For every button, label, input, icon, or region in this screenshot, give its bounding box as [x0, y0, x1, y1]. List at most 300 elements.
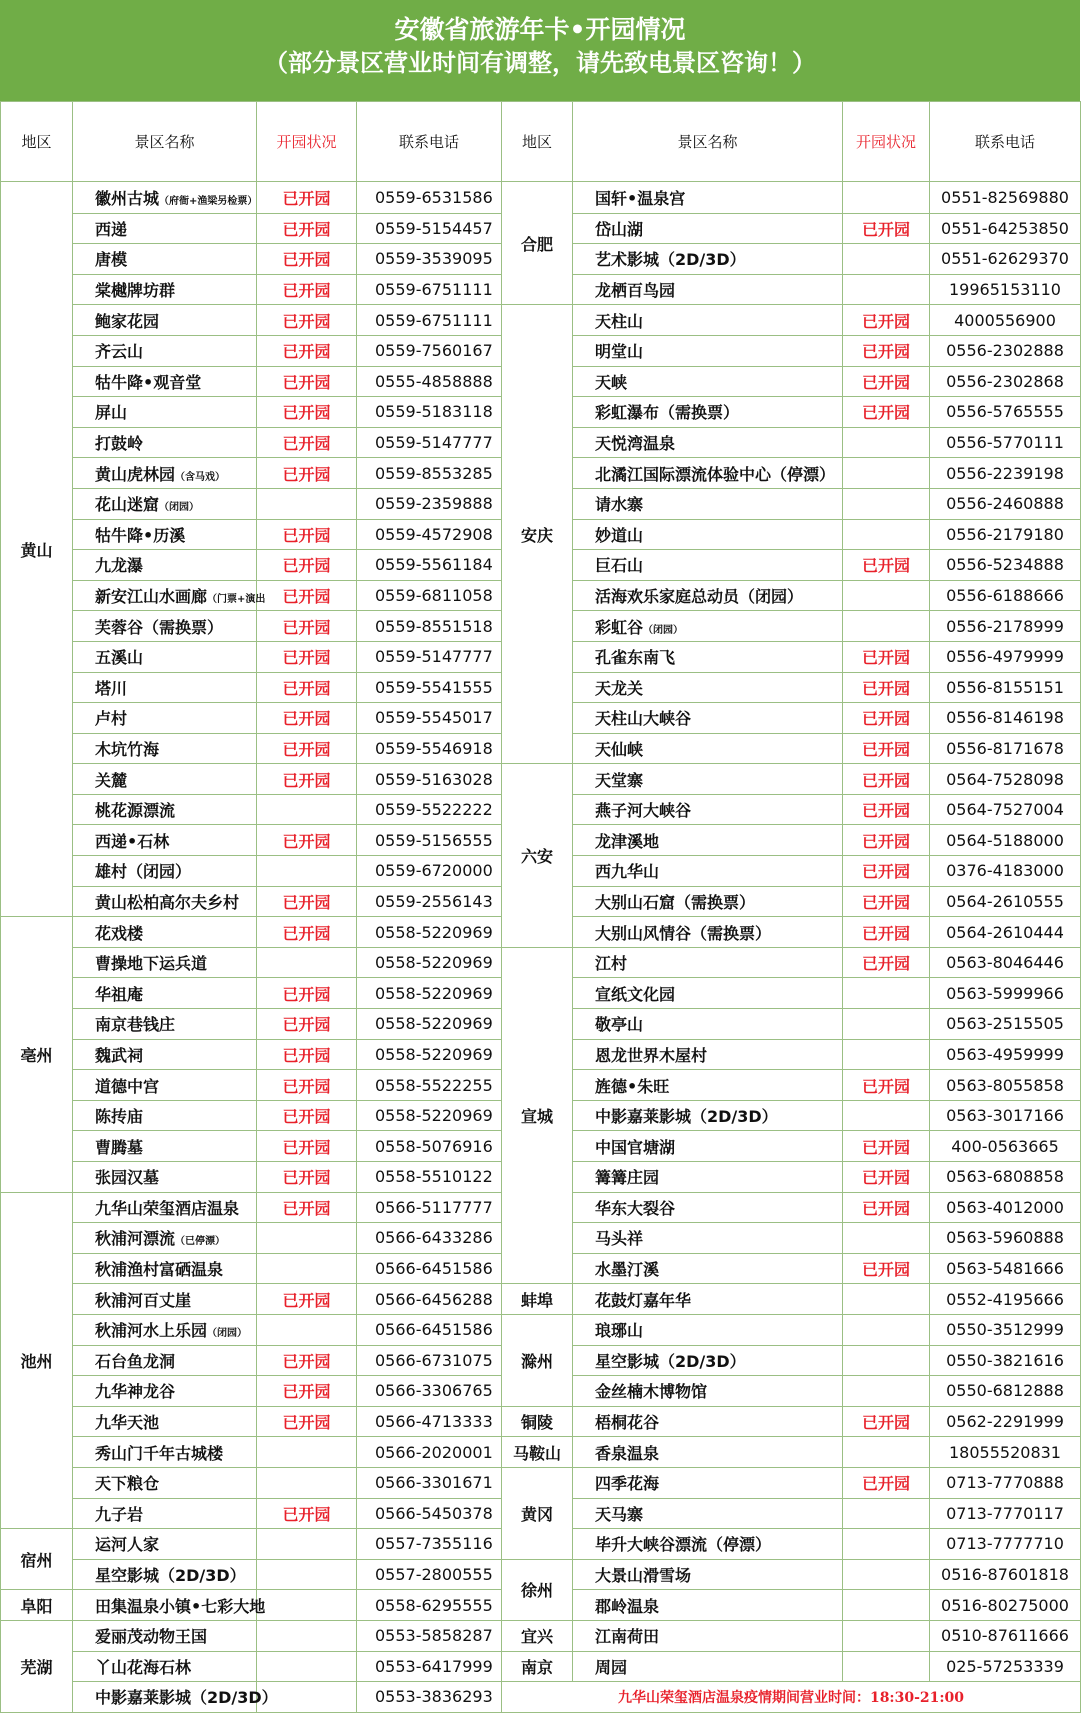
- open-status-cell: 已开园: [257, 672, 357, 703]
- spot-name: 花鼓灯嘉年华: [595, 1290, 692, 1310]
- spot-name: 牯牛降•观音堂: [95, 372, 202, 392]
- spot-name-cell: [73, 1498, 257, 1529]
- spot-name-cell: [573, 1314, 843, 1345]
- open-status-cell: [257, 1314, 357, 1345]
- open-status-cell: [257, 794, 357, 825]
- open-status-cell: 已开园: [257, 550, 357, 581]
- spot-name: 旌德•朱旺: [595, 1076, 670, 1096]
- spot-note: （闭园）: [207, 1328, 248, 1340]
- spot-name-cell: [573, 1253, 843, 1284]
- spot-name: 天柱山: [595, 311, 644, 331]
- spot-name-cell: [73, 1100, 257, 1131]
- open-status-cell: 已开园: [257, 611, 357, 642]
- table-row: [1, 1651, 1081, 1682]
- spot-name-cell: [573, 1559, 843, 1590]
- table-header-row: [1, 102, 1081, 182]
- phone-cell: 0562-2291999: [930, 1406, 1081, 1437]
- phone-cell: 0556-6188666: [930, 580, 1081, 611]
- phone-cell: 0559-5545017: [357, 703, 502, 734]
- spot-name-cell: [73, 1651, 257, 1682]
- spot-name: 新安江山水画廊: [95, 587, 208, 607]
- open-status-cell: [257, 488, 357, 519]
- open-status-cell: [257, 856, 357, 887]
- spot-name-cell: [73, 1559, 257, 1590]
- phone-cell: 0564-7527004: [930, 794, 1081, 825]
- spot-name-cell: [73, 1376, 257, 1407]
- phone-cell: 0563-4959999: [930, 1039, 1081, 1070]
- spot-name-cell: [73, 1467, 257, 1498]
- phone-cell: 0566-6456288: [357, 1284, 502, 1315]
- spot-name-cell: [73, 519, 257, 550]
- open-status-cell: 已开园: [843, 1162, 930, 1193]
- spot-name: 石台鱼龙洞: [95, 1351, 176, 1371]
- phone-cell: 0558-5220969: [357, 1100, 502, 1131]
- spot-name-cell: [573, 1376, 843, 1407]
- region-cell: 安庆: [502, 305, 573, 764]
- spot-name: 天悦湾温泉: [595, 434, 676, 454]
- spot-name: 秋浦渔村富硒温泉: [95, 1260, 224, 1280]
- spot-name: 运河人家: [95, 1535, 160, 1555]
- table-row: [1, 1559, 1081, 1590]
- open-status-cell: [843, 244, 930, 275]
- phone-cell: 0559-5183118: [357, 397, 502, 428]
- phone-cell: 0556-8146198: [930, 703, 1081, 734]
- phone-cell: 0553-6417999: [357, 1651, 502, 1682]
- spot-name: 天峡: [595, 372, 628, 392]
- page-header: [0, 0, 1080, 101]
- phone-cell: 0559-7560167: [357, 335, 502, 366]
- phone-cell: 0550-3821616: [930, 1345, 1081, 1376]
- open-status-cell: [843, 1039, 930, 1070]
- open-status-cell: [843, 427, 930, 458]
- open-status-cell: [843, 1009, 930, 1040]
- spot-name-cell: [73, 1162, 257, 1193]
- phone-cell: 0551-82569880: [930, 182, 1081, 214]
- phone-cell: 0556-5770111: [930, 427, 1081, 458]
- open-status-cell: [843, 1376, 930, 1407]
- spot-name: 中影嘉莱影城（2D/3D）: [95, 1688, 278, 1708]
- spot-name-cell: [73, 1314, 257, 1345]
- spot-note: （门票+演出: [207, 594, 266, 606]
- spot-name: 四季花海: [595, 1474, 660, 1494]
- phone-cell: 0559-6531586: [357, 182, 502, 214]
- phone-cell: 19965153110: [930, 274, 1081, 305]
- spot-name: 金丝楠木博物馆: [595, 1382, 708, 1402]
- region-cell: 六安: [502, 764, 573, 948]
- phone-cell: 0556-2239198: [930, 458, 1081, 489]
- phone-cell: 0559-2556143: [357, 886, 502, 917]
- spot-name: 九华山荣玺酒店温泉: [95, 1198, 240, 1218]
- phone-cell: 0559-5546918: [357, 733, 502, 764]
- spot-name: 魏武祠: [95, 1045, 144, 1065]
- spot-name-cell: [573, 1620, 843, 1651]
- spot-name-cell: [573, 397, 843, 428]
- spot-name-cell: [573, 488, 843, 519]
- phone-cell: 0516-87601818: [930, 1559, 1081, 1590]
- spot-name-cell: [573, 978, 843, 1009]
- spot-name-cell: [573, 182, 843, 214]
- spot-name-cell: [573, 611, 843, 642]
- page-title: 安徽省旅游年卡•开园情况: [394, 15, 686, 44]
- spot-name: 琅琊山: [595, 1321, 644, 1341]
- spot-name-cell: [73, 1590, 266, 1621]
- spot-name: 马头祥: [595, 1229, 644, 1249]
- open-status-cell: 已开园: [257, 1376, 357, 1407]
- open-status-cell: 已开园: [843, 1467, 930, 1498]
- spot-name-cell: [573, 733, 843, 764]
- phone-cell: 0566-3301671: [357, 1467, 502, 1498]
- open-status-cell: 已开园: [843, 1131, 930, 1162]
- phone-cell: 0558-5076916: [357, 1131, 502, 1162]
- spot-name: 九子岩: [95, 1504, 144, 1524]
- open-status-cell: [843, 1590, 930, 1621]
- phone-cell: 0564-5188000: [930, 825, 1081, 856]
- open-status-cell: 已开园: [257, 764, 357, 795]
- spot-name: 孔雀东南飞: [595, 648, 676, 668]
- region-cell: 黄山: [1, 182, 73, 917]
- phone-cell: 0559-8553285: [357, 458, 502, 489]
- spot-name-cell: [73, 305, 257, 336]
- phone-cell: 0556-2179180: [930, 519, 1081, 550]
- spot-name: 江村: [595, 954, 628, 974]
- open-status-cell: 已开园: [843, 1406, 930, 1437]
- spot-name: 梧桐花谷: [595, 1413, 660, 1433]
- spot-name-cell: [573, 1590, 843, 1621]
- spot-name-cell: [73, 947, 257, 978]
- spot-name-cell: [73, 1039, 257, 1070]
- phone-cell: 0713-7770888: [930, 1467, 1081, 1498]
- spot-name: 鲍家花园: [95, 311, 160, 331]
- open-status-cell: [257, 1253, 357, 1284]
- open-status-cell: 已开园: [257, 335, 357, 366]
- spot-name: 江南荷田: [595, 1627, 660, 1647]
- spot-name: 爱丽茂动物王国: [95, 1627, 208, 1647]
- open-status-cell: [843, 488, 930, 519]
- region-cell: 宜兴: [502, 1620, 573, 1651]
- open-status-cell: [257, 1590, 357, 1621]
- spot-note: （闭园）: [643, 624, 684, 636]
- spot-name: 牯牛降•历溪: [95, 525, 186, 545]
- spot-name: 天马寨: [595, 1504, 644, 1524]
- phone-cell: 0556-2178999: [930, 611, 1081, 642]
- open-status-cell: [257, 1437, 357, 1468]
- open-status-cell: [843, 519, 930, 550]
- footer-note: 九华山荣玺酒店温泉疫情期间营业时间：18:30-21:00: [502, 1682, 1081, 1713]
- spot-name: 丫山花海石林: [95, 1657, 192, 1677]
- spot-name-cell: [73, 1529, 257, 1560]
- spot-name-cell: [573, 1100, 843, 1131]
- phone-cell: 0713-7777710: [930, 1529, 1081, 1560]
- spot-name-cell: [73, 1223, 257, 1254]
- spot-name-cell: [73, 550, 257, 581]
- phone-cell: 0563-5960888: [930, 1223, 1081, 1254]
- spot-name: 国轩•温泉宫: [595, 188, 686, 208]
- phone-cell: 0556-5234888: [930, 550, 1081, 581]
- spot-name: 西递•石林: [95, 831, 170, 851]
- open-status-cell: 已开园: [257, 1284, 357, 1315]
- header-spot-name: 景区名称: [73, 102, 257, 182]
- open-status-cell: [843, 1620, 930, 1651]
- region-cell: 黄冈: [502, 1467, 573, 1559]
- open-status-cell: 已开园: [257, 978, 357, 1009]
- open-status-cell: 已开园: [843, 397, 930, 428]
- spot-name: 秋浦河水上乐园: [95, 1321, 208, 1341]
- phone-cell: 0559-5522222: [357, 794, 502, 825]
- spot-name-cell: [573, 427, 843, 458]
- phone-cell: 0550-3512999: [930, 1314, 1081, 1345]
- open-status-cell: 已开园: [843, 825, 930, 856]
- open-status-cell: 已开园: [257, 1009, 357, 1040]
- spot-name-cell: [73, 1131, 257, 1162]
- spot-name: 大景山滑雪场: [595, 1566, 692, 1586]
- spot-name-cell: [73, 182, 257, 214]
- spot-name-cell: [73, 1345, 257, 1376]
- open-status-cell: 已开园: [257, 397, 357, 428]
- open-status-cell: 已开园: [843, 305, 930, 336]
- spot-name-cell: [73, 366, 257, 397]
- spot-name-cell: [573, 519, 843, 550]
- spot-name: 张园汉墓: [95, 1168, 160, 1188]
- open-status-cell: 已开园: [257, 1100, 357, 1131]
- spot-name: 燕子河大峡谷: [595, 801, 692, 821]
- spot-name: 敬亭山: [595, 1015, 644, 1035]
- spot-name-cell: [73, 458, 257, 489]
- phone-cell: 0563-5999966: [930, 978, 1081, 1009]
- spot-name: 活海欢乐家庭总动员（闭园）: [595, 587, 804, 607]
- spot-name-cell: [73, 733, 257, 764]
- open-status-cell: [843, 611, 930, 642]
- spot-name-cell: [73, 488, 257, 519]
- spot-name: 秋浦河百丈崖: [95, 1290, 192, 1310]
- spot-name: 打鼓岭: [95, 434, 144, 454]
- open-status-cell: [843, 580, 930, 611]
- open-status-cell: 已开园: [843, 672, 930, 703]
- spot-name-cell: [573, 1070, 843, 1101]
- phone-cell: 0566-6433286: [357, 1223, 502, 1254]
- open-status-cell: 已开园: [257, 1039, 357, 1070]
- spot-note: （含马戏）: [175, 471, 226, 483]
- spot-name: 齐云山: [95, 342, 144, 362]
- spot-name-cell: [573, 1131, 843, 1162]
- open-status-cell: [843, 1314, 930, 1345]
- open-status-cell: 已开园: [257, 917, 357, 948]
- phone-cell: 0510-87611666: [930, 1620, 1081, 1651]
- open-status-cell: 已开园: [257, 703, 357, 734]
- spot-name: 彩虹瀑布（需换票）: [595, 403, 740, 423]
- open-status-cell: 已开园: [257, 1406, 357, 1437]
- phone-cell: 0558-5220969: [357, 917, 502, 948]
- table-row: [1, 764, 1081, 795]
- spot-name: 木坑竹海: [95, 739, 160, 759]
- open-status-cell: 已开园: [257, 641, 357, 672]
- table-row: [1, 1284, 1081, 1315]
- spot-name-cell: [573, 550, 843, 581]
- spot-name: 西九华山: [595, 862, 660, 882]
- region-cell: 池州: [1, 1192, 73, 1529]
- spot-name: 道德中宫: [95, 1076, 160, 1096]
- spot-name-cell: [573, 1467, 843, 1498]
- phone-cell: 0563-4012000: [930, 1192, 1081, 1223]
- spot-name: 中影嘉莱影城（2D/3D）: [595, 1107, 778, 1127]
- phone-cell: 0556-4979999: [930, 641, 1081, 672]
- table-row: [1, 305, 1081, 336]
- spot-name: 大别山石窟（需换票）: [595, 892, 756, 912]
- spot-name-cell: [573, 1284, 843, 1315]
- spot-name-cell: [73, 1070, 257, 1101]
- spot-name-cell: [573, 458, 843, 489]
- spot-name-cell: [573, 1192, 843, 1223]
- spot-name: 徽州古城: [95, 188, 160, 208]
- spot-name-cell: [73, 1009, 257, 1040]
- spot-name: 九龙瀑: [95, 556, 144, 576]
- open-status-cell: 已开园: [843, 764, 930, 795]
- phone-cell: 0559-2359888: [357, 488, 502, 519]
- spot-name-cell: [73, 427, 257, 458]
- open-status-cell: 已开园: [257, 305, 357, 336]
- open-status-cell: 已开园: [257, 1345, 357, 1376]
- phone-cell: 0556-2302868: [930, 366, 1081, 397]
- phone-cell: 0556-2460888: [930, 488, 1081, 519]
- header-region: 地区: [502, 102, 573, 182]
- spot-name: 龙津溪地: [595, 831, 660, 851]
- phone-cell: 400-0563665: [930, 1131, 1081, 1162]
- open-status-cell: [843, 458, 930, 489]
- region-cell: 宣城: [502, 947, 573, 1284]
- spot-name-cell: [73, 917, 257, 948]
- spot-name: 天龙关: [595, 678, 644, 698]
- spot-note: （已停漂）: [175, 1236, 226, 1248]
- open-status-cell: 已开园: [843, 794, 930, 825]
- header-phone: 联系电话: [357, 102, 502, 182]
- phone-cell: 0558-5220969: [357, 978, 502, 1009]
- region-cell: 徐州: [502, 1559, 573, 1620]
- phone-cell: 0559-3539095: [357, 244, 502, 275]
- phone-cell: 0563-6808858: [930, 1162, 1081, 1193]
- phone-cell: 0559-4572908: [357, 519, 502, 550]
- open-status-cell: 已开园: [843, 366, 930, 397]
- phone-cell: 0551-64253850: [930, 213, 1081, 244]
- phone-cell: 0559-5561184: [357, 550, 502, 581]
- region-cell: 南京: [502, 1651, 573, 1682]
- open-status-cell: 已开园: [843, 1070, 930, 1101]
- spot-name: 秀山门千年古城楼: [95, 1443, 224, 1463]
- open-status-cell: 已开园: [843, 213, 930, 244]
- phone-cell: 0566-6731075: [357, 1345, 502, 1376]
- open-status-cell: 已开园: [843, 550, 930, 581]
- spot-name-cell: [573, 244, 843, 275]
- phone-cell: 0557-2800555: [357, 1559, 502, 1590]
- open-status-cell: 已开园: [843, 1253, 930, 1284]
- spot-name: 明堂山: [595, 342, 644, 362]
- open-status-cell: [843, 1223, 930, 1254]
- spot-name: 花山迷窟: [95, 495, 160, 515]
- phone-cell: 0563-8055858: [930, 1070, 1081, 1101]
- spot-name: 宣纸文化园: [595, 984, 676, 1004]
- spot-name-cell: [73, 764, 257, 795]
- phone-cell: 0558-5510122: [357, 1162, 502, 1193]
- spot-name: 芙蓉谷（需换票）: [95, 617, 224, 637]
- table-row: [1, 1314, 1081, 1345]
- spot-name-cell: [573, 1529, 843, 1560]
- spot-name: 篝篝庄园: [595, 1168, 660, 1188]
- phone-cell: 0559-6751111: [357, 274, 502, 305]
- spot-name: 九华神龙谷: [95, 1382, 176, 1402]
- spot-name-cell: [573, 1406, 843, 1437]
- phone-cell: 0566-2020001: [357, 1437, 502, 1468]
- spot-name-cell: [73, 978, 257, 1009]
- spot-name: 天下粮仓: [95, 1474, 160, 1494]
- phone-cell: 0553-5858287: [357, 1620, 502, 1651]
- phone-cell: 0559-5541555: [357, 672, 502, 703]
- spot-name-cell: [573, 335, 843, 366]
- spot-name: 田集温泉小镇•七彩大地: [95, 1596, 266, 1616]
- spot-name: 花戏楼: [95, 923, 144, 943]
- spot-note: （闭园）: [159, 502, 200, 514]
- spot-name: 秋浦河漂流: [95, 1229, 176, 1249]
- open-status-cell: [257, 1467, 357, 1498]
- spot-name-cell: [73, 794, 257, 825]
- open-status-cell: [257, 1223, 357, 1254]
- spot-name-cell: [573, 794, 843, 825]
- header-spot-name: 景区名称: [573, 102, 843, 182]
- spot-name: 桃花源漂流: [95, 801, 176, 821]
- phone-cell: 0563-5481666: [930, 1253, 1081, 1284]
- spot-name-cell: [573, 1437, 843, 1468]
- phone-cell: 4000556900: [930, 305, 1081, 336]
- spot-name: 天堂寨: [595, 770, 644, 790]
- phone-cell: 0558-5220969: [357, 947, 502, 978]
- open-status-cell: [843, 274, 930, 305]
- spot-name-cell: [573, 886, 843, 917]
- open-status-cell: 已开园: [257, 274, 357, 305]
- open-status-cell: 已开园: [257, 458, 357, 489]
- phone-cell: 0559-5163028: [357, 764, 502, 795]
- open-status-cell: [843, 1559, 930, 1590]
- phone-cell: 0564-7528098: [930, 764, 1081, 795]
- open-status-cell: 已开园: [257, 1070, 357, 1101]
- open-status-cell: 已开园: [257, 1162, 357, 1193]
- phone-cell: 025-57253339: [930, 1651, 1081, 1682]
- spot-name: 周园: [595, 1657, 628, 1677]
- open-status-cell: 已开园: [843, 856, 930, 887]
- phone-cell: 0559-6720000: [357, 856, 502, 887]
- open-status-cell: 已开园: [257, 825, 357, 856]
- region-cell: 蚌埠: [502, 1284, 573, 1315]
- phone-cell: 0557-7355116: [357, 1529, 502, 1560]
- phone-cell: 0713-7770117: [930, 1498, 1081, 1529]
- spot-name-cell: [73, 1406, 257, 1437]
- spot-name: 郡岭温泉: [595, 1596, 660, 1616]
- phone-cell: 0563-3017166: [930, 1100, 1081, 1131]
- open-status-cell: [257, 947, 357, 978]
- spot-name: 天柱山大峡谷: [595, 709, 692, 729]
- phone-cell: 0556-8155151: [930, 672, 1081, 703]
- phone-cell: 0566-4713333: [357, 1406, 502, 1437]
- phone-cell: 0566-6451586: [357, 1314, 502, 1345]
- open-status-cell: [843, 1651, 930, 1682]
- spot-name: 星空影城（2D/3D）: [595, 1351, 746, 1371]
- open-status-cell: 已开园: [257, 1131, 357, 1162]
- table-row: [1, 1406, 1081, 1437]
- phone-cell: 0550-6812888: [930, 1376, 1081, 1407]
- spot-name-cell: [73, 703, 257, 734]
- spot-name: 唐模: [95, 250, 128, 270]
- spot-name-cell: [73, 672, 257, 703]
- phone-cell: 0376-4183000: [930, 856, 1081, 887]
- phone-cell: 0555-4858888: [357, 366, 502, 397]
- spot-name-cell: [73, 1682, 278, 1713]
- spot-name: 请水寨: [595, 495, 644, 515]
